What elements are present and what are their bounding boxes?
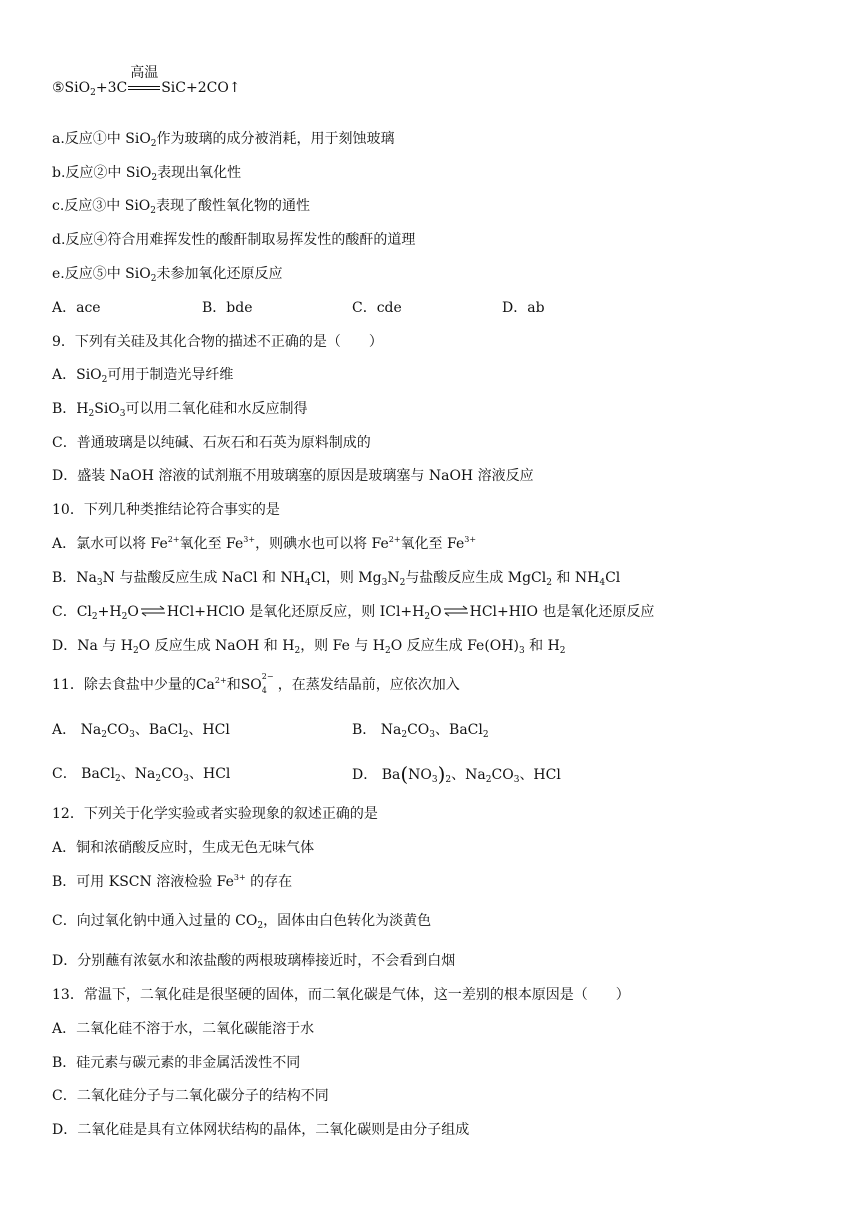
q12-option-a: A．铜和浓硝酸反应时，生成无色无味气体 <box>52 840 315 856</box>
reversible-arrow-icon <box>443 605 469 617</box>
statement-c: c.反应③中 SiO$_2$表现了酸性氧化物的通性 <box>52 198 311 216</box>
q8-option-b: B．bde <box>202 300 253 316</box>
q12-option-b: B．可用 KSCN 溶液检验 $Fe^{3+}$ 的存在 <box>52 873 293 890</box>
q10-stem: 10．下列几种类推结论符合事实的是 <box>52 502 280 518</box>
q12-stem: 12．下列关于化学实验或者实验现象的叙述正确的是 <box>52 806 378 822</box>
q11-option-c: C． BaCl$_2$、$Na_2CO_3$、HCl <box>52 766 231 784</box>
subscript: 2 <box>90 88 96 98</box>
q11-option-b: B． $Na_2CO_3$、BaCl$_2$ <box>352 722 489 740</box>
q11-option-d: D． $Ba(NO_3)_2$、$Na_2CO_3$、HCl <box>352 762 561 786</box>
reaction-condition <box>128 65 160 94</box>
q10-option-b: B．$Na_3N$ 与盐酸反应生成 NaCl 和 $NH_4Cl$，则 $Mg_3N_2$与盐酸反应生成 MgCl$_2$ 和 $NH_4Cl$ <box>52 570 621 588</box>
q10-option-a: A．氯水可以将 $Fe^{2+}$氧化至 $Fe^{3+}$，则碘水也可以将 $Fe^{2+}$氧化至 $Fe^{3+}$ <box>52 535 477 552</box>
q9-option-d: D．盛装 NaOH 溶液的试剂瓶不用玻璃塞的原因是玻璃塞与 NaOH 溶液反应 <box>52 468 534 484</box>
q12-option-c: C．向过氧化钠中通入过量的 $CO_2$，固体由白色转化为淡黄色 <box>52 913 432 931</box>
statement-d: d.反应④符合用难挥发性的酸酐制取易挥发性的酸酐的道理 <box>52 232 416 248</box>
q13-stem: 13．常温下，二氧化硅是很坚硬的固体，而二氧化碳是气体，这一差别的根本原因是（ ） <box>52 987 630 1003</box>
statement-a: a.反应①中 SiO$_2$作为玻璃的成分被消耗，用于刻蚀玻璃 <box>52 131 395 149</box>
q9-stem: 9．下列有关硅及其化合物的描述不正确的是（ ） <box>52 334 383 350</box>
q13-option-c: C．二氧化硅分子与二氧化碳分子的结构不同 <box>52 1088 329 1104</box>
q13-option-d: D．二氧化硅是具有立体网状结构的晶体，二氧化碳则是由分子组成 <box>52 1122 470 1138</box>
statement-b: b.反应②中 SiO$_2$表现出氧化性 <box>52 165 242 183</box>
q9-option-b: B．$H_2SiO_3$可以用二氧化硅和水反应制得 <box>52 401 308 419</box>
q8-option-c: C．cde <box>352 300 402 316</box>
reaction-5 <box>52 65 241 98</box>
condition-label: 高温 <box>130 65 159 81</box>
statement-e: e.反应⑤中 SiO$_2$未参加氧化还原反应 <box>52 266 283 284</box>
q9-option-a: A．SiO$_2$可用于制造光导纤维 <box>52 367 234 385</box>
reaction-5-lhs-2: +3C <box>95 80 128 96</box>
q13-option-b: B．硅元素与碳元素的非金属活泼性不同 <box>52 1055 301 1071</box>
reversible-arrow-icon <box>140 605 166 617</box>
q10-option-c: C．$Cl_2+H_2O$ HCl+HClO 是氧化还原反应，则 $ICl+H_2O$ HCl+HIO 也是氧化还原反应 <box>52 604 655 622</box>
q11-stem: 11．除去食盐中少量的$Ca^{2+}$和SO 2− 4 ，在蒸发结晶前，应依次加入 <box>52 672 460 695</box>
q10-option-d: D．Na 与 $H_2O$ 反应生成 NaOH 和 $H_2$，则 Fe 与 $H_2O$ 反应生成 $Fe(OH)_3$ 和 $H_2$ <box>52 638 566 656</box>
reaction-5-lhs: ⑤SiO <box>52 80 91 96</box>
q8-option-d: D．ab <box>502 300 545 316</box>
q11-option-a: A． $Na_2CO_3$、BaCl$_2$、HCl <box>52 722 230 740</box>
q12-option-d: D．分别蘸有浓氨水和浓盐酸的两根玻璃棒接近时，不会看到白烟 <box>52 953 456 969</box>
q9-option-c: C．普通玻璃是以纯碱、石灰石和石英为原料制成的 <box>52 435 371 451</box>
q8-option-a: A．ace <box>52 300 101 316</box>
reaction-5-rhs: SiC+2CO↑ <box>161 80 241 96</box>
q13-option-a: A．二氧化硅不溶于水，二氧化碳能溶于水 <box>52 1021 315 1037</box>
sulfate-ion: SO 2− 4 <box>240 672 274 695</box>
